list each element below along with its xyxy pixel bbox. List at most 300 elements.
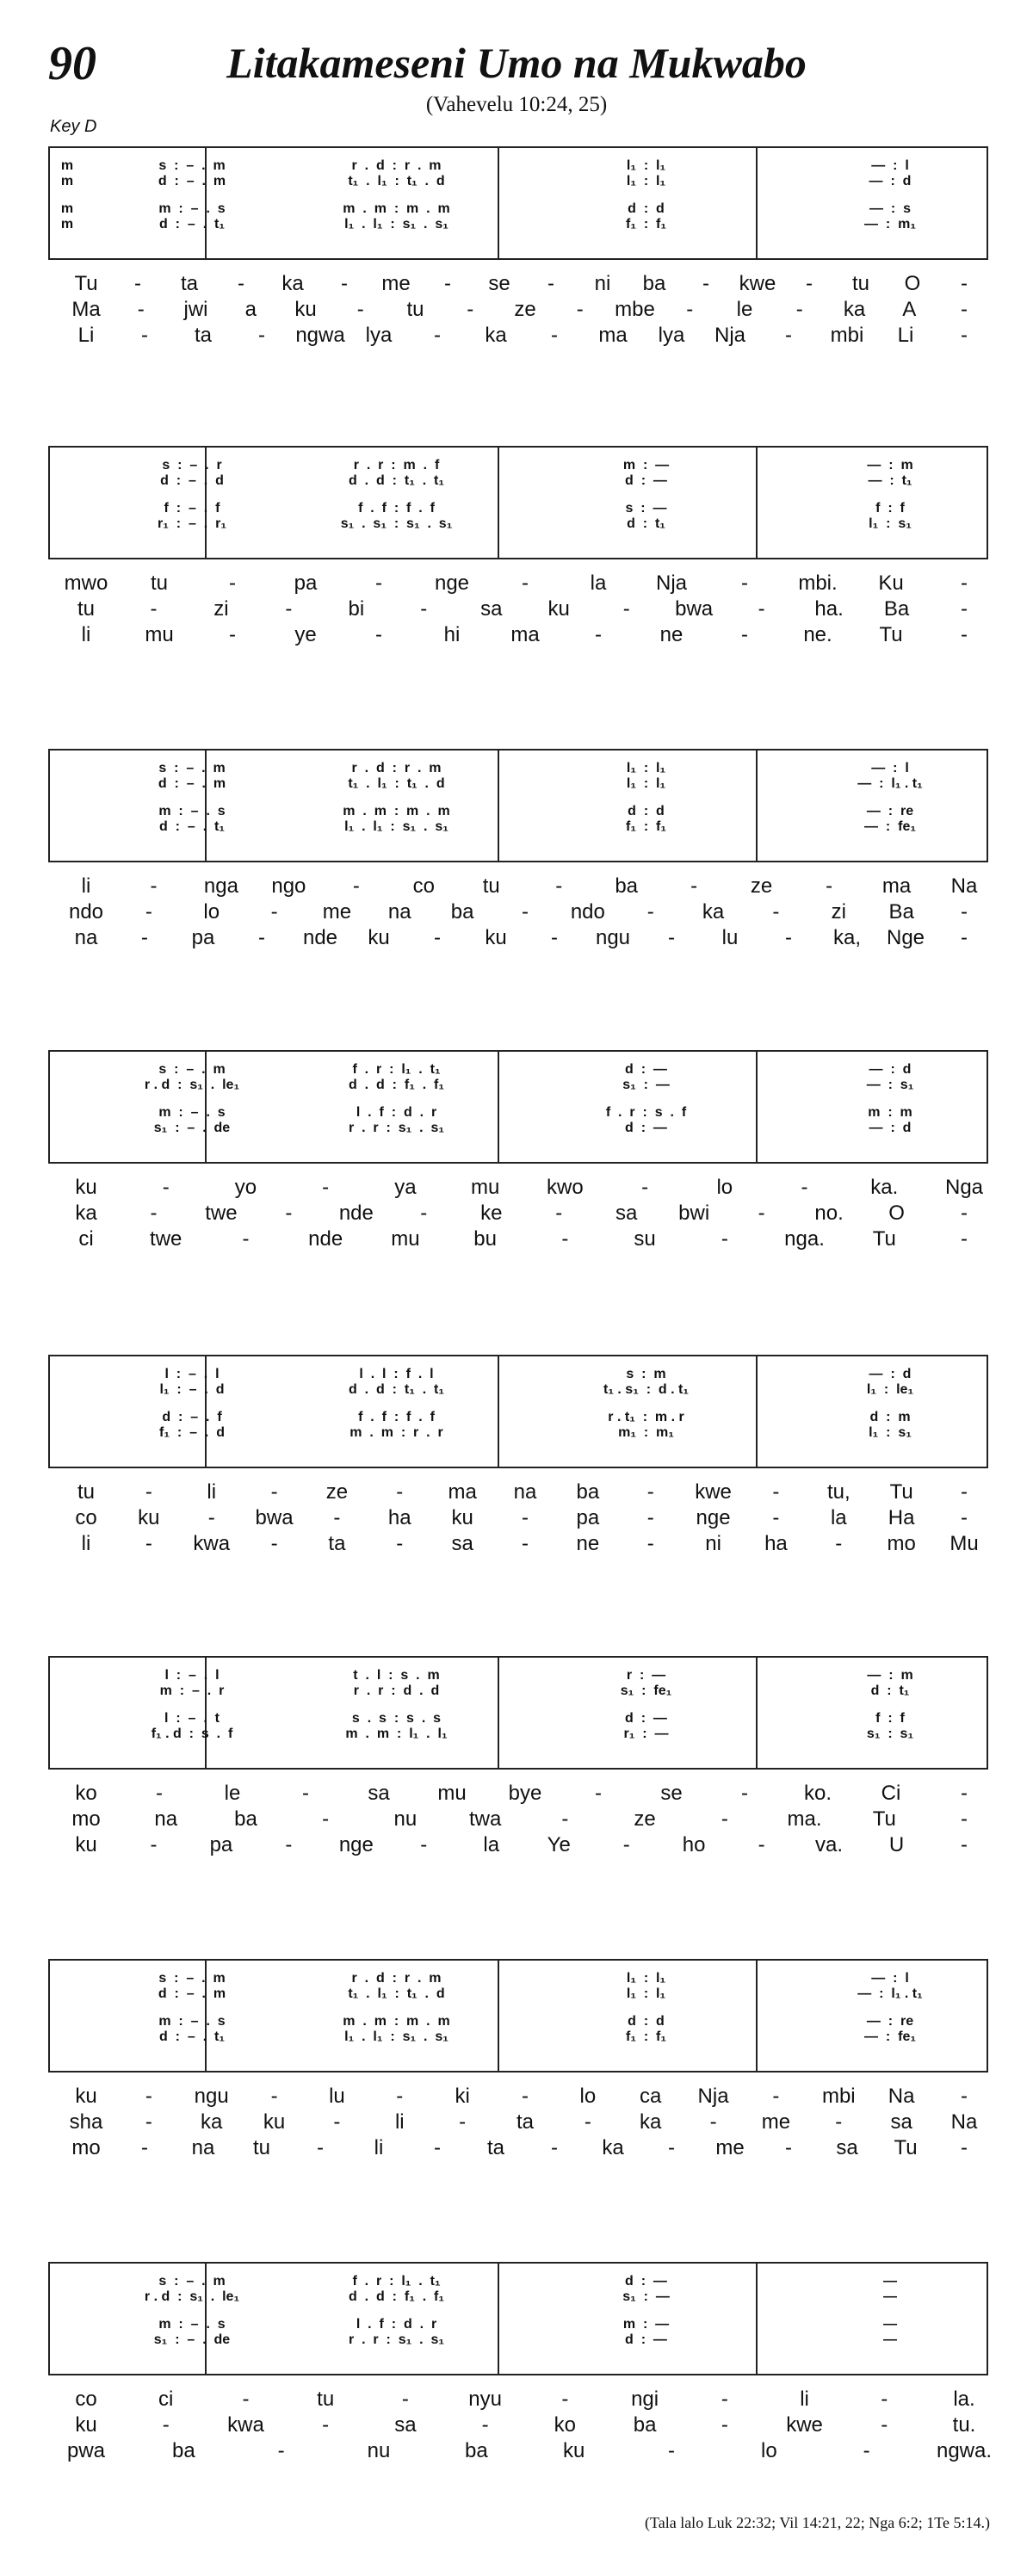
lyric-syllable: -	[646, 1532, 654, 1555]
note-cell: r . d : r . m	[351, 158, 442, 173]
voice-row	[50, 473, 990, 491]
lyric-syllable: mu	[470, 1176, 500, 1199]
voice-row	[50, 1971, 990, 1988]
voice-row	[50, 501, 990, 518]
note-cell: r . d : s₁ . le₁	[144, 1078, 240, 1092]
lyric-syllable: -	[150, 874, 158, 898]
lyric-syllable: la	[590, 571, 607, 595]
lyric-syllable: Ba	[888, 900, 914, 924]
lyric-syllable: -	[375, 571, 382, 595]
lyric-syllable: li	[374, 2136, 384, 2159]
note-cell: d . d : f₁ . f₁	[349, 2289, 444, 2304]
lyric-syllable: a	[244, 298, 257, 321]
lyric-syllable: -	[690, 874, 698, 898]
note-cell: d : – . m	[158, 174, 226, 188]
lyric-syllable: la.	[953, 2388, 975, 2411]
lyric-syllable: nga.	[784, 1227, 825, 1251]
lyric-syllable: -	[242, 1227, 250, 1251]
lyric-syllable: -	[801, 1176, 808, 1199]
note-cell: s₁ : – . de	[153, 1121, 231, 1135]
lyric-syllable: Tu	[889, 1480, 913, 1504]
lyric-syllable: Nga	[944, 1176, 984, 1199]
note-cell: t₁ . s₁ : d . t₁	[603, 1382, 689, 1397]
lyric-line	[0, 1176, 1033, 1200]
lyric-syllable: twe	[150, 1227, 182, 1251]
lyric-syllable: ta	[328, 1532, 346, 1555]
lyric-syllable: -	[547, 272, 554, 295]
lyric-syllable: Li	[897, 324, 914, 347]
lyric-syllable: -	[806, 272, 813, 295]
lyric-syllable: co	[412, 874, 435, 898]
lyric-syllable: ki	[455, 2085, 470, 2108]
lyric-syllable: ku	[75, 1833, 97, 1856]
note-cell: d : – . t₁	[159, 819, 225, 834]
note-cell: d . d : t₁ . t₁	[349, 1382, 444, 1397]
lyric-syllable: -	[229, 571, 236, 595]
note-cell: m : – . s	[158, 201, 226, 216]
voice-row	[50, 2332, 990, 2350]
note-cell: s : – . r	[162, 458, 222, 473]
lyric-syllable: sa	[394, 2413, 417, 2437]
lyric-syllable: lo	[579, 2085, 597, 2108]
note-cell: d : —	[625, 2332, 667, 2347]
lyric-syllable: -	[961, 1833, 968, 1856]
lyric-syllable: -	[352, 874, 360, 898]
lyric-syllable: -	[322, 1807, 330, 1831]
lyric-syllable: mbi	[821, 2085, 856, 2108]
key-signature: Key D	[50, 117, 97, 136]
lyric-syllable: -	[285, 1833, 293, 1856]
lyric-syllable: -	[595, 623, 602, 646]
voice-row	[50, 1683, 990, 1701]
note-cell: l₁ . l₁ : s₁ . s₁	[344, 819, 448, 834]
note-cell: d : t₁	[870, 1683, 910, 1698]
lyric-syllable: pa	[576, 1506, 600, 1529]
lyric-syllable: -	[551, 926, 558, 949]
lyric-syllable: -	[258, 324, 265, 347]
lyric-syllable: na	[387, 900, 411, 924]
note-cell: r . r : s₁ . s₁	[348, 1121, 445, 1135]
lyric-line	[0, 2136, 1033, 2160]
lyric-line	[0, 1532, 1033, 1556]
music-system	[48, 2262, 988, 2375]
note-cell: d : – . t₁	[159, 2029, 225, 2044]
lyric-line	[0, 298, 1033, 322]
lyric-syllable: ze	[514, 298, 536, 321]
note-cell: d : t₁	[627, 516, 665, 531]
lyric-syllable: nge	[434, 571, 470, 595]
lyric-syllable: ni	[705, 1532, 721, 1555]
lyric-syllable: ta	[194, 324, 213, 347]
lyric-syllable: li	[81, 623, 91, 646]
voice-row	[50, 1078, 990, 1095]
lyric-syllable: Tu	[74, 272, 98, 295]
lyric-syllable: tu	[77, 1480, 96, 1504]
note-cell: m : – . s	[158, 2014, 226, 2029]
lyric-syllable: bu	[473, 1227, 497, 1251]
lyric-syllable: ku	[263, 2110, 286, 2134]
lyric-syllable: -	[145, 1480, 152, 1504]
lyric-syllable: nde	[308, 1227, 343, 1251]
lyric-syllable: mwo	[64, 571, 108, 595]
lyric-syllable: -	[150, 597, 158, 621]
note-cell: r . r : m . f	[353, 458, 440, 473]
note-cell: l₁ : l₁	[626, 776, 666, 791]
note-cell: l : – . l	[164, 1367, 220, 1381]
note-cell: l₁ : le₁	[866, 1382, 914, 1397]
note-cell: — : l₁ . t₁	[857, 1986, 923, 2001]
lyric-syllable: -	[961, 1227, 968, 1251]
lyric-syllable: mo	[887, 1532, 916, 1555]
lyric-syllable: -	[322, 2413, 330, 2437]
lyric-syllable: -	[721, 2388, 728, 2411]
lyric-syllable: -	[741, 571, 748, 595]
lyric-syllable: -	[356, 298, 364, 321]
lyric-syllable: -	[961, 1782, 968, 1805]
lyric-syllable: na	[191, 2136, 215, 2159]
lyric-syllable: ba	[633, 2413, 657, 2437]
lyric-syllable: na	[74, 926, 98, 949]
lyric-syllable: tu	[252, 2136, 271, 2159]
lyric-syllable: -	[772, 2085, 780, 2108]
lyric-line	[0, 900, 1033, 924]
lyric-syllable: -	[434, 324, 441, 347]
note-cell: r . r : s₁ . s₁	[348, 2332, 445, 2347]
lyric-syllable: tu	[317, 2388, 335, 2411]
note-cell: s : – . m	[158, 761, 226, 775]
lyric-syllable: ba	[464, 2439, 488, 2462]
lyric-syllable: kwe	[695, 1480, 732, 1504]
lyric-syllable: Ku	[878, 571, 904, 595]
lyric-syllable: -	[270, 2085, 278, 2108]
lyric-syllable: ka	[201, 2110, 223, 2134]
note-cell: s₁ . s₁ : s₁ . s₁	[340, 516, 453, 531]
lyric-syllable: -	[668, 2136, 675, 2159]
voice-row	[50, 1668, 990, 1685]
lyric-syllable: -	[772, 1480, 780, 1504]
lyric-syllable: -	[961, 571, 968, 595]
lyric-line	[0, 597, 1033, 621]
lyric-syllable: -	[401, 2388, 409, 2411]
note-cell: f₁ : f₁	[626, 217, 666, 232]
footer-references: (Tala lalo Luk 22:32; Vil 14:21, 22; Nga 6:2; 1Te 5:14.)	[644, 2514, 990, 2531]
lyric-syllable: -	[162, 2413, 170, 2437]
note-cell: d : —	[625, 1711, 667, 1726]
lyric-syllable: -	[141, 2136, 148, 2159]
lyric-syllable: lu	[721, 926, 739, 949]
voice-row	[50, 201, 990, 219]
note-cell: m : – . s	[158, 804, 226, 819]
lyric-syllable: se	[660, 1782, 683, 1805]
note-cell: r : —	[626, 1668, 666, 1683]
lyric-line	[0, 1202, 1033, 1226]
lyric-syllable: -	[145, 2085, 152, 2108]
lyric-syllable: ba	[171, 2439, 195, 2462]
lyric-syllable: ma.	[787, 1807, 822, 1831]
note-cell: f . r : s . f	[605, 1105, 687, 1120]
note-cell: — : d	[869, 1121, 912, 1135]
lyric-syllable: -	[646, 1506, 654, 1529]
lyric-syllable: -	[242, 2388, 250, 2411]
lyric-syllable: -	[622, 597, 630, 621]
note-cell: r . t₁ : m . r	[608, 1410, 684, 1424]
lyric-syllable: tu	[77, 597, 96, 621]
lyric-syllable: mo	[71, 2136, 101, 2159]
lyric-line	[0, 1480, 1033, 1504]
lyric-syllable: -	[795, 298, 803, 321]
lyric-syllable: ta	[486, 2136, 505, 2159]
note-cell: — : m	[867, 1668, 913, 1683]
lyric-syllable: kwa	[227, 2413, 264, 2437]
lyric-syllable: -	[835, 1532, 843, 1555]
lyric-syllable: -	[434, 2136, 441, 2159]
lyric-syllable: Ha	[888, 1506, 915, 1529]
lyric-syllable: -	[881, 2413, 888, 2437]
lyric-line	[0, 1833, 1033, 1857]
lyric-syllable: -	[646, 1480, 654, 1504]
lyric-syllable: -	[961, 1202, 968, 1225]
lyric-syllable: -	[641, 1176, 649, 1199]
lyric-syllable: ye	[294, 623, 317, 646]
lyric-syllable: ku	[75, 2413, 97, 2437]
lyric-syllable: pa	[191, 926, 215, 949]
note-cell: m : – . s	[158, 2317, 226, 2332]
lyric-syllable: -	[162, 1176, 170, 1199]
music-system	[48, 749, 988, 862]
note-cell: f : – . f	[164, 501, 220, 516]
note-cell: d : —	[625, 1121, 667, 1135]
note-cell: s : m	[626, 1367, 666, 1381]
lyric-syllable: ze	[750, 874, 773, 898]
lyric-syllable: nge	[696, 1506, 731, 1529]
lyric-syllable: li	[207, 1480, 217, 1504]
lyric-syllable: ma	[881, 874, 912, 898]
lyric-syllable: lo	[716, 1176, 733, 1199]
lyric-syllable: pa	[209, 1833, 233, 1856]
lyric-syllable: li	[394, 2110, 405, 2134]
note-cell: m : – . s	[158, 1105, 226, 1120]
lyric-syllable: twe	[205, 1202, 238, 1225]
lyric-syllable: -	[481, 2413, 489, 2437]
lyric-syllable: kwe	[786, 2413, 823, 2437]
lyric-syllable: bi	[348, 597, 365, 621]
lyric-syllable: nga	[203, 874, 238, 898]
lyric-syllable: -	[137, 298, 145, 321]
lyric-syllable: -	[229, 623, 236, 646]
lyric-syllable: Nja	[697, 2085, 729, 2108]
lyric-syllable: ku	[368, 926, 390, 949]
voice-row	[50, 1711, 990, 1728]
lyric-syllable: tu	[851, 272, 870, 295]
lyric-syllable: -	[709, 2110, 717, 2134]
note-cell: — : s₁	[866, 1078, 914, 1092]
note-cell: d : – . t₁	[159, 217, 225, 232]
lyric-syllable: ngwa.	[936, 2439, 993, 2462]
note-cell: — : d	[869, 1062, 912, 1077]
lyric-syllable: -	[551, 324, 558, 347]
note-cell: m . m : m . m	[343, 2014, 450, 2029]
lyric-syllable: -	[396, 1532, 404, 1555]
lyric-syllable: ka	[702, 900, 725, 924]
note-cell: d : – . f	[162, 1410, 222, 1424]
lyric-syllable: nde	[302, 926, 338, 949]
lyric-syllable: ku	[485, 926, 507, 949]
lyric-syllable: ngu	[194, 2085, 229, 2108]
note-cell: m₁ : m₁	[618, 1425, 674, 1440]
lyric-syllable: ya	[394, 1176, 417, 1199]
lyric-syllable: ne	[576, 1532, 600, 1555]
voice-row	[50, 1367, 990, 1384]
lyric-syllable: zi	[831, 900, 846, 924]
note-cell: d : —	[625, 1062, 667, 1077]
lyric-syllable: -	[551, 2136, 558, 2159]
lyric-syllable: la	[483, 1833, 500, 1856]
music-system	[48, 1355, 988, 1468]
lyric-syllable: ku	[294, 298, 317, 321]
lyric-syllable: lo	[203, 900, 220, 924]
lyric-syllable: ko	[75, 1782, 97, 1805]
note-cell: m . m : m . m	[343, 804, 450, 819]
lyric-syllable: -	[270, 900, 278, 924]
lyric-syllable: -	[467, 298, 474, 321]
note-cell: r . d : r . m	[351, 1971, 442, 1986]
lyric-syllable: -	[270, 1480, 278, 1504]
note-cell: — : fe₁	[864, 819, 916, 834]
lyric-syllable: ke	[480, 1202, 503, 1225]
lyric-syllable: -	[758, 597, 765, 621]
lyric-line	[0, 324, 1033, 348]
note-cell: f₁ : – . d	[159, 1425, 225, 1440]
voice-row	[50, 1121, 990, 1138]
lyric-syllable: -	[322, 1176, 330, 1199]
lyric-syllable: ngwa	[295, 324, 345, 347]
lyric-syllable: -	[150, 1202, 158, 1225]
lyric-syllable: tu,	[826, 1480, 851, 1504]
lyric-syllable: mbe	[615, 298, 655, 321]
lyric-syllable: mu	[145, 623, 174, 646]
note-cell: t . l : s . m	[353, 1668, 440, 1683]
note-cell: d : – . d	[160, 473, 224, 488]
lyric-syllable: ka	[75, 1202, 97, 1225]
lyric-syllable: -	[686, 298, 694, 321]
note-cell: f₁ : f₁	[626, 819, 666, 834]
note-cell: t₁ . l₁ : t₁ . d	[348, 776, 445, 791]
note-cell: d : d	[628, 201, 665, 216]
lyric-syllable: -	[826, 874, 833, 898]
lyric-syllable: ka	[281, 272, 304, 295]
lyric-syllable: ne.	[803, 623, 832, 646]
lyric-syllable: tu	[406, 298, 424, 321]
lyric-syllable: -	[835, 2110, 843, 2134]
lyric-syllable: -	[317, 2136, 324, 2159]
note-cell: s : – . m	[158, 1971, 226, 1986]
lyric-syllable: -	[785, 2136, 792, 2159]
lyric-syllable: -	[302, 1782, 309, 1805]
voice-row	[50, 458, 990, 475]
lyric-syllable: le	[736, 298, 753, 321]
lyric-syllable: -	[961, 900, 968, 924]
lyric-syllable: ngi	[631, 2388, 659, 2411]
note-cell: f . f : f . f	[358, 501, 435, 516]
lyric-syllable: bwi	[678, 1202, 710, 1225]
voice-row	[50, 761, 990, 778]
lyric-syllable: -	[396, 1480, 404, 1504]
lyric-syllable: Nja	[714, 324, 746, 347]
note-cell: f . r : l₁ . t₁	[352, 2274, 441, 2289]
lyric-line	[0, 2388, 1033, 2412]
lyric-syllable: jwi	[183, 298, 208, 321]
lyric-syllable: -	[420, 1833, 428, 1856]
lyric-syllable: su	[634, 1227, 656, 1251]
lyric-syllable: ta	[516, 2110, 535, 2134]
lyric-line	[0, 623, 1033, 647]
lyric-syllable: -	[961, 1807, 968, 1831]
note-cell: s₁ : s₁	[866, 1727, 914, 1741]
voice-row	[50, 2317, 990, 2334]
note-cell: d : m	[869, 1410, 911, 1424]
lyric-syllable: bye	[508, 1782, 542, 1805]
lyric-syllable: yo	[234, 1176, 257, 1199]
note-cell: — : re	[866, 2014, 914, 2029]
lyric-syllable: sha	[69, 2110, 103, 2134]
lyric-syllable: -	[961, 1480, 968, 1504]
lyric-syllable: mu	[391, 1227, 420, 1251]
lyric-line	[0, 1807, 1033, 1832]
lyric-syllable: -	[134, 272, 141, 295]
note-cell: s₁ : fe₁	[620, 1683, 672, 1698]
note-cell: r . d : s₁ . le₁	[144, 2289, 240, 2304]
note-cell: s : – . m	[158, 158, 226, 173]
lyric-syllable: me	[761, 2110, 791, 2134]
lyric-syllable: pwa	[66, 2439, 106, 2462]
note-cell: l₁ . l₁ : s₁ . s₁	[344, 217, 448, 232]
note-cell: r . r : d . d	[353, 1683, 440, 1698]
lyric-syllable: -	[741, 1782, 748, 1805]
lyric-syllable: li	[81, 1532, 91, 1555]
lyric-syllable: Ma	[71, 298, 101, 321]
voice-row	[50, 776, 990, 794]
lyric-syllable: twa	[468, 1807, 502, 1831]
lyric-syllable: kwo	[547, 1176, 584, 1199]
lyric-syllable: -	[863, 2439, 870, 2462]
lyric-syllable: -	[207, 1506, 215, 1529]
lyric-syllable: -	[141, 926, 148, 949]
lyric-syllable: ca	[640, 2085, 662, 2108]
lyric-syllable: -	[333, 2110, 341, 2134]
lyric-line	[0, 571, 1033, 596]
note-cell: l₁ . l₁ : s₁ . s₁	[344, 2029, 448, 2044]
note-cell: d : – . m	[158, 1986, 226, 2001]
note-cell: l₁ : l₁	[626, 158, 666, 173]
lyric-syllable: ku	[75, 2085, 97, 2108]
lyric-syllable: lya	[658, 324, 685, 347]
music-system	[48, 1050, 988, 1164]
lyric-syllable: se	[488, 272, 510, 295]
voice-row	[50, 819, 990, 837]
note-cell: s : —	[625, 501, 667, 516]
lyric-syllable: ha	[764, 1532, 788, 1555]
lyric-syllable: ku	[451, 1506, 473, 1529]
lyric-syllable: lo	[760, 2439, 777, 2462]
note-cell: m	[60, 217, 74, 232]
note-cell: l₁ : – . d	[159, 1382, 225, 1397]
scripture-reference: (Vahevelu 10:24, 25)	[425, 93, 608, 116]
lyric-syllable: ka	[485, 324, 507, 347]
lyric-syllable: -	[961, 623, 968, 646]
lyric-syllable: ni	[594, 272, 611, 295]
lyric-syllable: Li	[77, 324, 95, 347]
lyric-syllable: Na	[950, 2110, 978, 2134]
